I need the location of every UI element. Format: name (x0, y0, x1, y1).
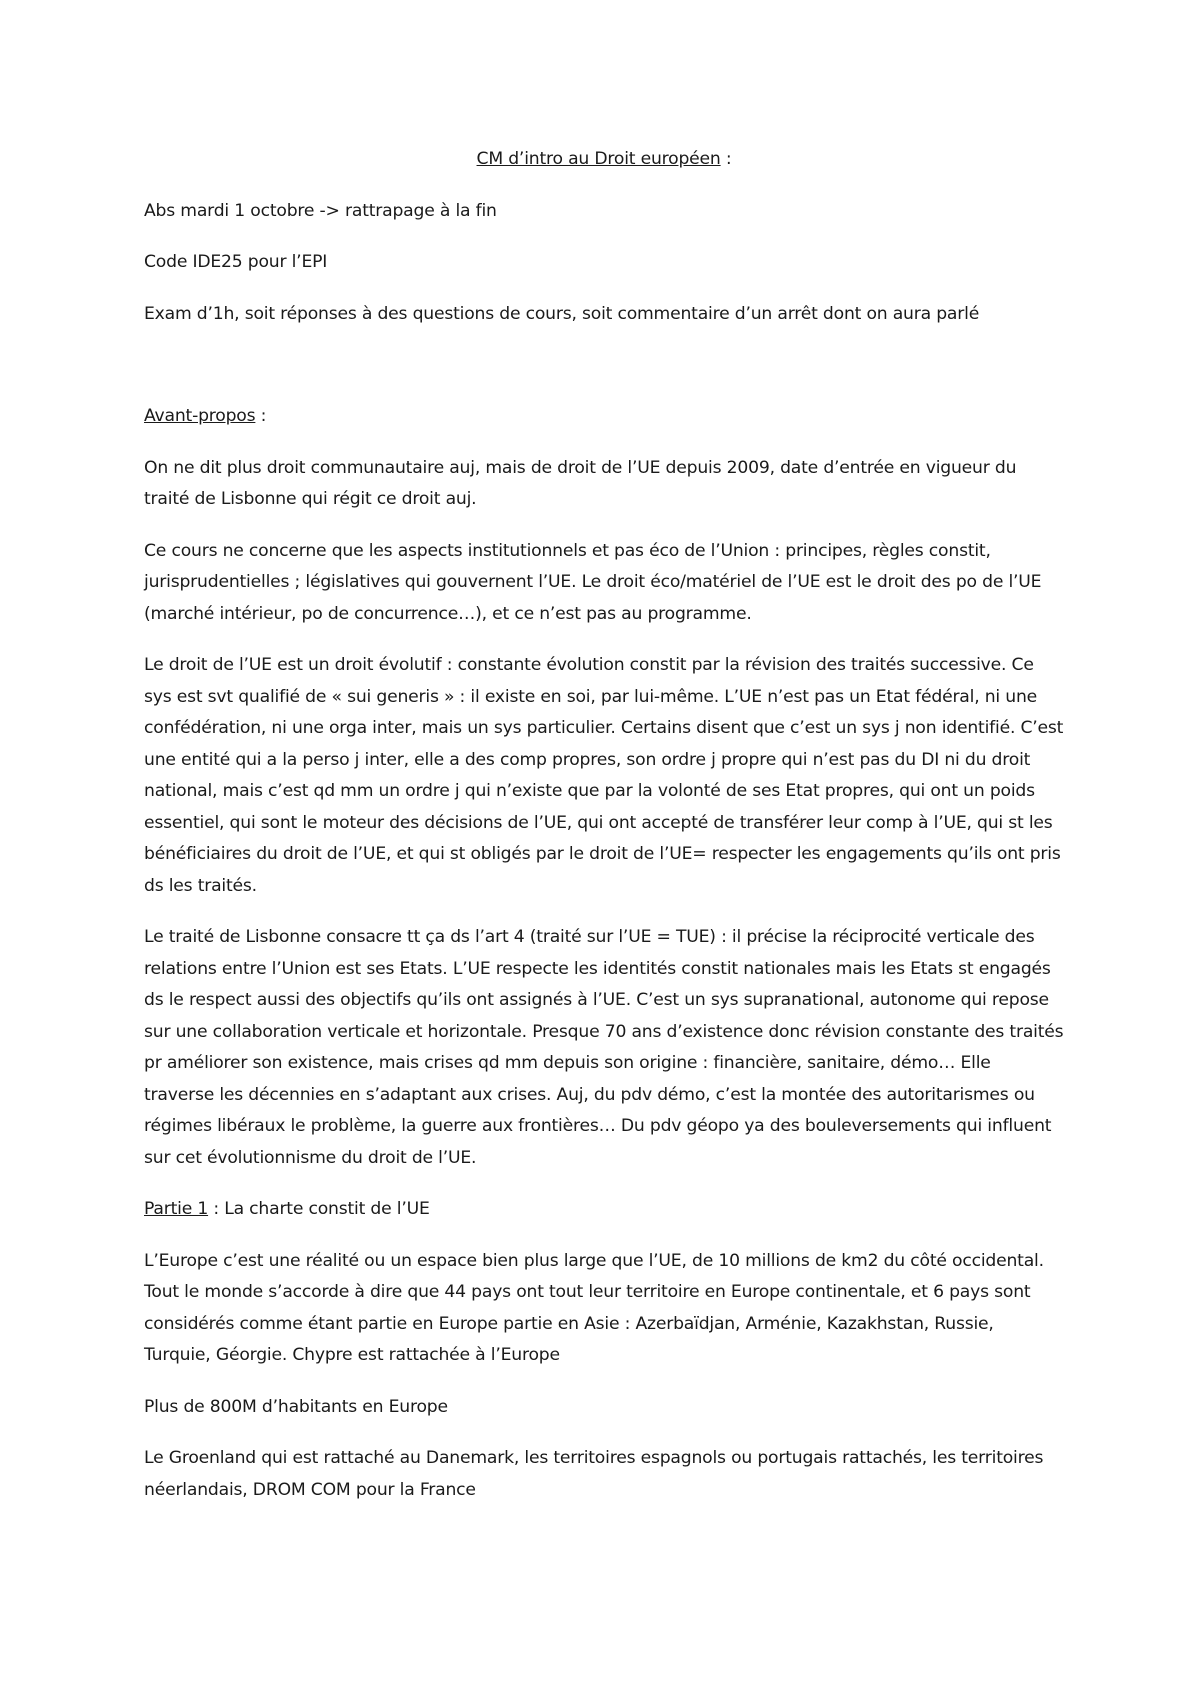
partie-1-heading-suffix: : La charte constit de l’UE (208, 1199, 430, 1219)
note-epi-code: Code IDE25 pour l’EPI (144, 252, 328, 272)
avant-propos-heading-text: Avant-propos (144, 406, 256, 426)
avant-propos-heading-suffix: : (255, 406, 267, 426)
paragraph-territoires: Le Groenland qui est rattaché au Danemark, les territoires espagnols ou portugais rattachés, les territoires néerlandais, DROM COM pour la France (144, 1448, 1044, 1500)
section-heading-partie-1 (144, 1194, 1064, 1226)
section-heading-avant-propos (144, 401, 1064, 433)
paragraph-traite-lisbonne: Le traité de Lisbonne consacre tt ça ds l’art 4 (traité sur l’UE = TUE) : il précise la réciprocité verticale des relations entre l’Union est ses Etats. L’UE respecte les identités constit nationales mais les Etats st engagés ds le respect aussi des objectifs qu’ils ont assignés à l’UE. C’est un sys supranational, autonome qui repose sur une collaboration verticale et horizontale. Presque 70 ans d’existence donc révision constante des traités pr améliorer son existence, mais crises qd mm depuis son origine : financière, sanitaire, démo… Elle traverse les décennies en s’adaptant aux crises. Auj, du pdv démo, c’est la montée des autoritarismes ou régimes libéraux le problème, la guerre aux frontières… Du pdv géopo ya des bouleversements qui influent sur cet évolutionnisme du droit de l’UE. (144, 927, 1064, 1168)
page-title-text: CM d’intro au Droit européen (476, 149, 721, 169)
paragraph-aspects-institutionnels: Ce cours ne concerne que les aspects institutionnels et pas éco de l’Union : principes, règles constit, jurisprudentielles ; législatives qui gouvernent l’UE. Le droit éco/matériel de l’UE est le droit des po de l’UE (marché intérieur, po de concurrence…), et ce n’est pas au programme. (144, 540, 1042, 624)
blank-spacer (144, 350, 1064, 401)
document-body (144, 144, 1064, 1526)
note-absence: Abs mardi 1 octobre -> rattrapage à la fin (144, 200, 497, 221)
partie-1-heading-text: Partie 1 (144, 1199, 209, 1219)
paragraph-habitants: Plus de 800M d’habitants en Europe (144, 1396, 448, 1417)
page-title (144, 144, 1064, 176)
paragraph-droit-evolutif: Le droit de l’UE est un droit évolutif : constante évolution constit par la révision des traités successive. Ce sys est svt qualifié de « sui generis » : il existe en soi, par lui-même. L’UE n’est pas un Etat fédéral, ni une confédération, ni une orga inter, mais un sys particulier. Certains disent que c’est un sys j non identifié. C’est une entité qui a la perso j inter, elle a des comp propres, son ordre j propre qui n’est pas du DI ni du droit national, mais c’est qd mm un ordre j qui n’existe que par la volonté de ses Etat propres, qui ont un poids essentiel, qui sont le moteur des décisions de l’UE, qui ont accepté de transférer leur comp à l’UE, qui st les bénéficiaires du droit de l’UE, et qui st obligés par le droit de l’UE= respecter les engagements qu’ils ont pris ds les traités. (144, 655, 1064, 896)
paragraph-droit-ue: On ne dit plus droit communautaire auj, mais de droit de l’UE depuis 2009, date d’entrée en vigueur du traité de Lisbonne qui régit ce droit auj. (144, 457, 1017, 509)
note-exam: Exam d’1h, soit réponses à des questions de cours, soit commentaire d’un arrêt dont on aura parlé (144, 303, 980, 324)
paragraph-europe-espace: L’Europe c’est une réalité ou un espace bien plus large que l’UE, de 10 millions de km2 du côté occidental. Tout le monde s’accorde à dire que 44 pays ont tout leur territoire en Europe continentale, et 6 pays sont considérés comme étant partie en Europe partie en Asie : Azerbaïdjan, Arménie, Kazakhstan, Russie, Turquie, Géorgie. Chypre est rattachée à l’Europe (144, 1250, 1044, 1365)
page-title-suffix: : (720, 149, 732, 169)
